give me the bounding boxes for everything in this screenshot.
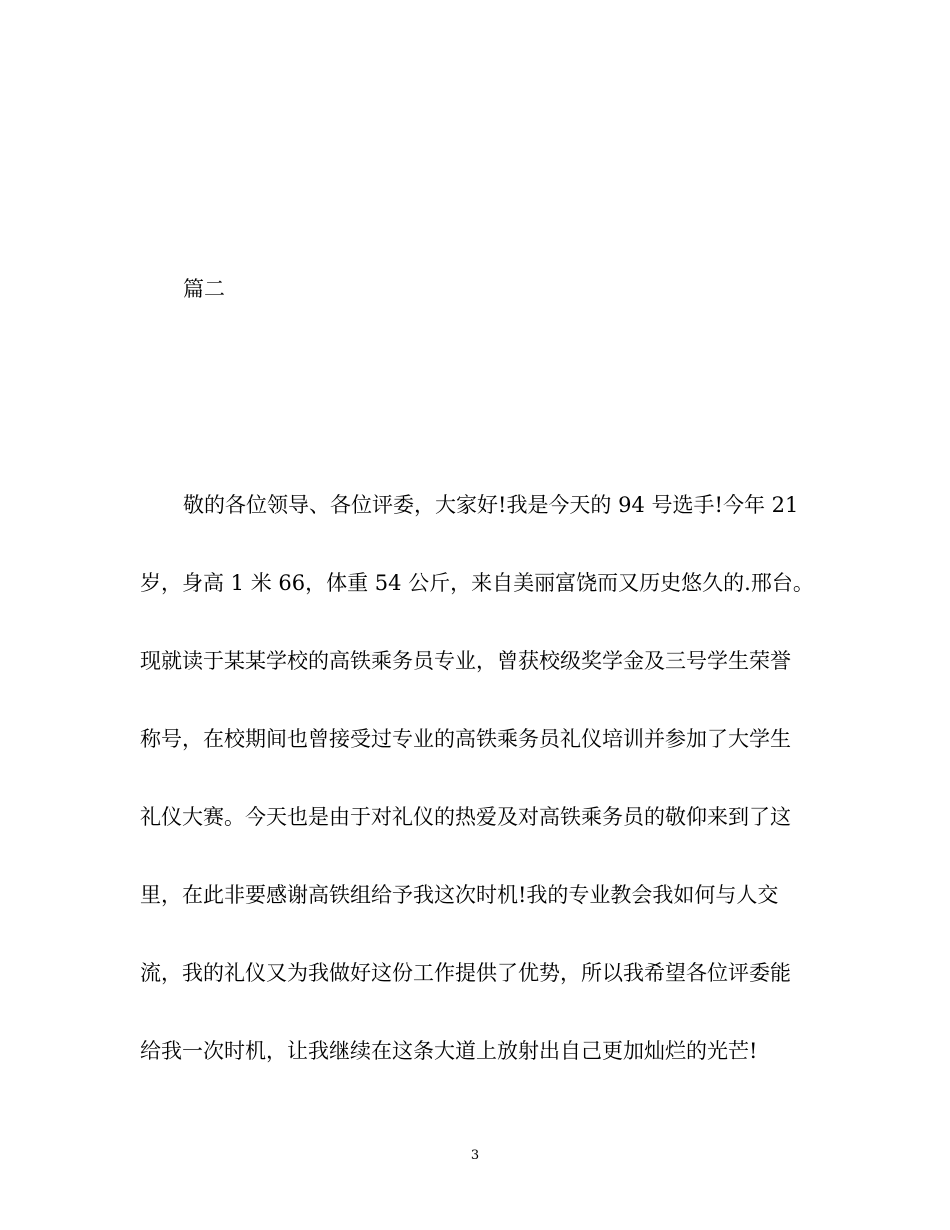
paragraph-line: 岁，身高 1 米 66，体重 54 公斤，来自美丽富饶而又历史悠久的.邢台。 [140, 571, 814, 595]
paragraph-line: 称号，在校期间也曾接受过专业的高铁乘务员礼仪培训并参加了大学生 [140, 727, 791, 751]
paragraph-line: 里，在此非要感谢高铁组给予我这次时机!我的专业教会我如何与人交 [140, 883, 779, 907]
page-number: 3 [470, 1148, 480, 1163]
section-heading: 篇二 [183, 277, 225, 301]
paragraph-line: 现就读于某某学校的高铁乘务员专业，曾获校级奖学金及三号学生荣誉 [140, 649, 791, 673]
paragraph-line: 给我一次时机，让我继续在这条大道上放射出自己更加灿烂的光芒! [140, 1039, 758, 1063]
paragraph-line: 礼仪大赛。今天也是由于对礼仪的热爱及对高铁乘务员的敬仰来到了这 [140, 805, 791, 829]
paragraph-line: 流，我的礼仪又为我做好这份工作提供了优势，所以我希望各位评委能 [140, 961, 791, 985]
paragraph-line: 敬的各位领导、各位评委，大家好!我是今天的 94 号选手!今年 21 [183, 493, 799, 517]
